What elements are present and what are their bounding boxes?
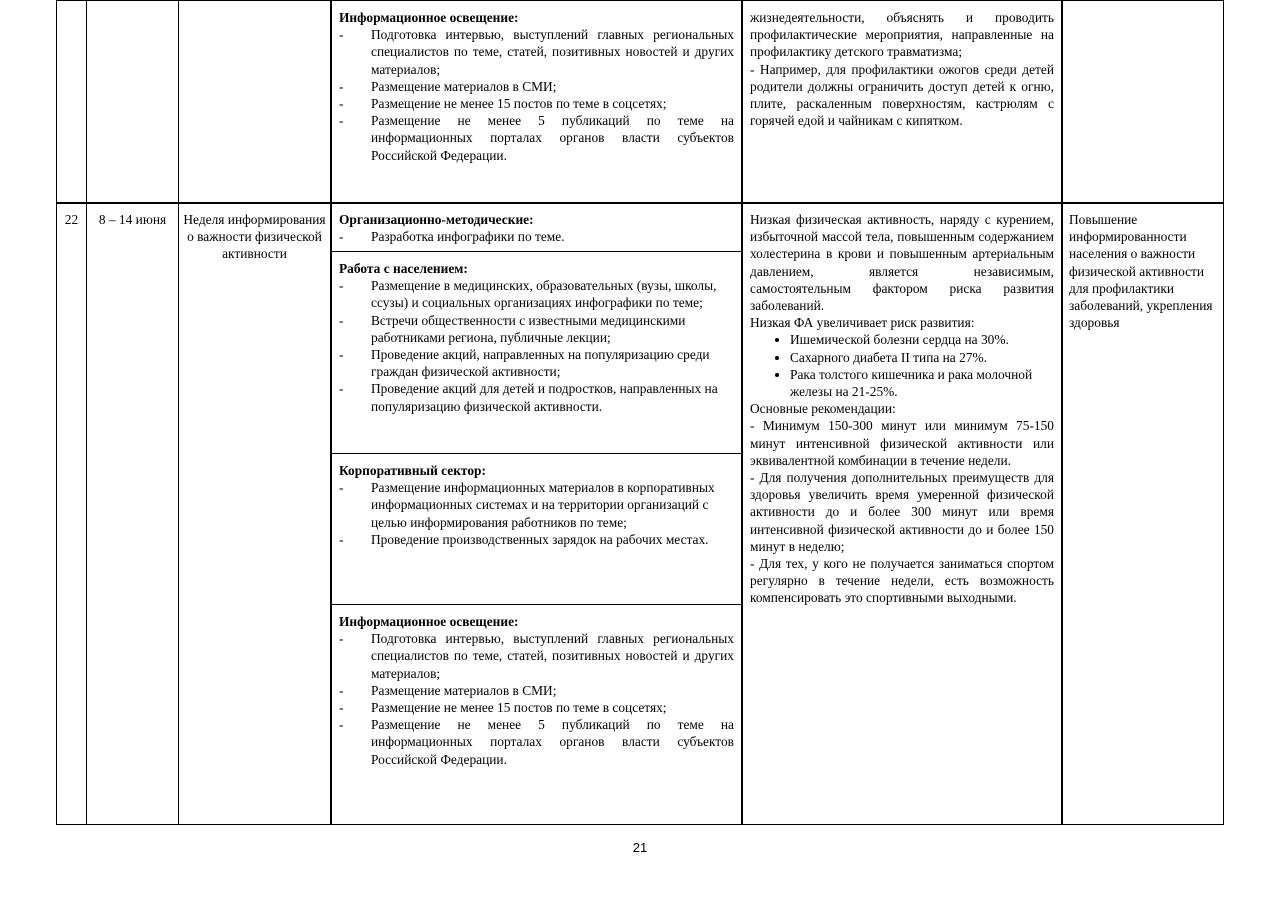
info-coverage-cell (332, 606, 741, 768)
pop-item: - Встречи общественности с известными медицинскими работниками региона, публичные лекции; (339, 312, 686, 345)
top-info-title: Информационное освещение: (339, 10, 519, 25)
top-description-text: - Например, для профилактики ожогов среди детей родители должны ограничить доступ детей к огню, плите, раскаленным поверхностям, кастрюлям с горячей едой и чайникам с кипятком. (750, 61, 1054, 129)
risk-list (750, 331, 1054, 400)
info-title: Информационное освещение: (339, 614, 519, 629)
top-info-cell (332, 1, 741, 164)
risk-item: • Рака толстого кишечника и рака молочной железы на 21-25%. (790, 366, 1054, 400)
info-item: - Размещение материалов в СМИ; (339, 682, 557, 698)
corp-title: Корпоративный сектор: (339, 463, 486, 478)
corp-item: - Размещение информационных материалов в корпоративных информационных системах и на территории организаций с целью информирования работников по теме; (339, 480, 715, 530)
top-info-item: - Размещение материалов в СМИ; (339, 78, 557, 94)
top-description-text: жизнедеятельности, объяснять и проводить профилактические мероприятия, направленные на профилактику детского травматизма; (750, 10, 1054, 60)
desc-rec: - Минимум 150-300 минут или минимум 75-150 минут интенсивной физической активности или эквивалентной комбинации в течение недели. (750, 418, 1054, 468)
result-cell (1063, 204, 1223, 331)
info-item: - Размещение не менее 15 постов по теме в соцсетях; (339, 700, 667, 716)
row-dates: 8 – 14 июня (98, 212, 167, 227)
row-number: 22 (64, 212, 79, 227)
top-description-cell (743, 1, 1061, 129)
page-number: 21 (632, 840, 648, 855)
desc-risk-title: Низкая ФА увеличивает риск развития: (750, 315, 975, 331)
corporate-sector-cell (332, 455, 741, 548)
org-methodical-cell (332, 204, 741, 245)
top-info-item: - Подготовка интервью, выступлений главных региональных специалистов по теме, статей, позитивных новостей и других материалов; (339, 27, 734, 77)
pop-item: - Размещение в медицинских, образовательных (вузы, школы, ссузы) и социальных организациях инфографики по теме; (339, 278, 717, 311)
top-info-item: - Размещение не менее 5 публикаций по теме на информационных порталах органов власти субъектов Российской Федерации. (339, 113, 734, 163)
org-item: - Разработка инфографики по теме. (339, 229, 565, 245)
corp-item: - Проведение производственных зарядок на рабочих местах. (339, 531, 709, 547)
result-text: Повышение информированности населения о важности физической активности для профилактики заболеваний, укрепления здоровья (1069, 212, 1213, 331)
description-cell (743, 204, 1061, 607)
pop-title: Работа с населением: (339, 261, 468, 276)
risk-item: • Ишемической болезни сердца на 30%. (790, 331, 1054, 348)
info-item: - Подготовка интервью, выступлений главных региональных специалистов по теме, статей, позитивных новостей и других материалов; (339, 631, 734, 681)
risk-item: • Сахарного диабета II типа на 27%. (790, 349, 1054, 366)
row-event-name: Неделя информирования о важности физической активности (183, 212, 326, 262)
population-work-cell (332, 253, 741, 415)
pop-item: - Проведение акций, направленных на популяризацию среди граждан физической активности; (339, 347, 710, 380)
desc-intro: Низкая физическая активность, наряду с курением, избыточной массой тела, повышенным содержанием холестерина в крови и повышенным артериальным давлением, является независимым, самостоятельным фактором риска развития заболеваний. (750, 212, 1054, 314)
org-title: Организационно-методические: (339, 212, 534, 227)
top-info-item: - Размещение не менее 15 постов по теме в соцсетях; (339, 96, 667, 112)
desc-rec-title: Основные рекомендации: (750, 401, 896, 417)
desc-rec: - Для получения дополнительных преимуществ для здоровья увеличить время умеренной физической активности до и более 300 минут или время интенсивной физической активности до и более 150 минут в неделю; (750, 470, 1054, 554)
pop-item: - Проведение акций для детей и подростков, направленных на популяризацию физической активности. (339, 381, 718, 414)
desc-rec: - Для тех, у кого не получается заниматься спортом регулярно в течение недели, есть возможность компенсировать это спортивными выходными. (750, 556, 1054, 606)
info-item: - Размещение не менее 5 публикаций по теме на информационных порталах органов власти субъектов Российской Федерации. (339, 717, 734, 767)
